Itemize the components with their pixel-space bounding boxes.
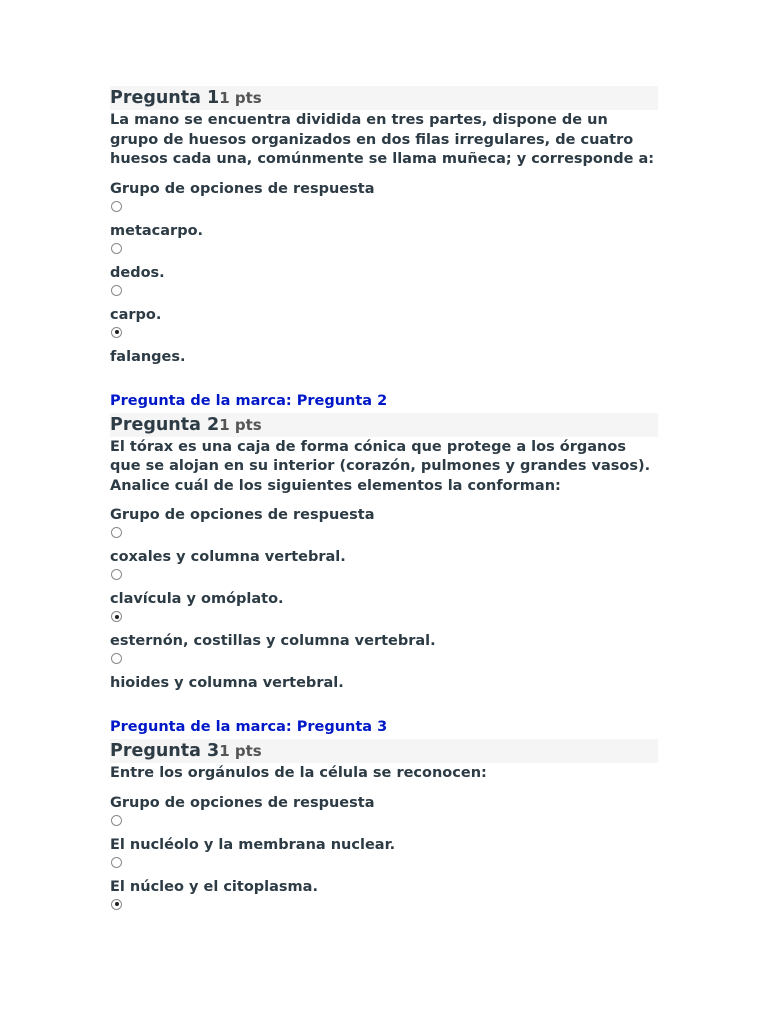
question-2 xyxy=(110,392,658,693)
answer-label[interactable]: falanges. xyxy=(110,348,186,365)
radio-button-selected[interactable] xyxy=(111,327,122,338)
question-header xyxy=(110,739,658,763)
radio-button[interactable] xyxy=(111,815,122,826)
answer-list xyxy=(110,201,658,366)
radio-button[interactable] xyxy=(111,857,122,868)
flag-question-link[interactable]: Pregunta de la marca: Pregunta 3 xyxy=(110,719,388,735)
question-title: Pregunta 1 xyxy=(110,88,220,108)
question-1 xyxy=(110,86,658,366)
answer-group-label: Grupo de opciones de respuesta xyxy=(110,507,375,523)
question-text: El tórax es una caja de forma cónica que protege a los órganos que se alojan en su interior (corazón, pulmones y grandes vasos). Analice cuál de los siguientes elementos la conforman: xyxy=(110,438,651,494)
answer-option[interactable] xyxy=(110,653,658,692)
answer-option[interactable] xyxy=(110,857,658,896)
answer-label[interactable]: El núcleo y el citoplasma. xyxy=(110,878,318,895)
answer-option[interactable] xyxy=(110,201,658,240)
radio-button[interactable] xyxy=(111,527,122,538)
answer-option[interactable] xyxy=(110,815,658,854)
flag-question-link[interactable]: Pregunta de la marca: Pregunta 2 xyxy=(110,392,388,409)
question-3 xyxy=(110,718,658,910)
radio-button-selected[interactable] xyxy=(111,899,122,910)
answer-group-label: Grupo de opciones de respuesta xyxy=(110,794,375,811)
answer-option[interactable] xyxy=(110,327,658,366)
answer-label[interactable]: hioides y columna vertebral. xyxy=(110,675,344,691)
answer-label[interactable]: esternón, costillas y columna vertebral. xyxy=(110,633,436,649)
answer-list xyxy=(110,527,658,692)
question-title: Pregunta 2 xyxy=(110,414,220,435)
question-text: La mano se encuentra dividida en tres partes, dispone de un grupo de huesos organizados en dos filas irregulares, de cuatro huesos cada una, comúnmente se llama muñeca; y corresponde a: xyxy=(110,112,655,167)
answer-option[interactable] xyxy=(110,611,658,650)
radio-button[interactable] xyxy=(111,201,122,212)
radio-button[interactable] xyxy=(111,569,122,580)
radio-button[interactable] xyxy=(111,285,122,296)
answer-label[interactable]: clavícula y omóplato. xyxy=(110,591,284,607)
answer-option[interactable] xyxy=(110,899,658,910)
answer-group-label: Grupo de opciones de respuesta xyxy=(110,180,375,197)
answer-list xyxy=(110,815,658,910)
answer-label[interactable]: coxales y columna vertebral. xyxy=(110,549,346,565)
radio-button-selected[interactable] xyxy=(111,611,122,622)
quiz-container xyxy=(110,86,658,936)
answer-option[interactable] xyxy=(110,569,658,608)
question-points: 1 pts xyxy=(219,415,262,434)
answer-label[interactable]: El nucléolo y la membrana nuclear. xyxy=(110,836,396,853)
answer-label[interactable]: carpo. xyxy=(110,306,162,323)
question-points: 1 pts xyxy=(219,89,262,107)
answer-option[interactable] xyxy=(110,527,658,566)
answer-label[interactable]: metacarpo. xyxy=(110,222,204,239)
question-header xyxy=(110,86,658,110)
question-header xyxy=(110,413,658,437)
radio-button[interactable] xyxy=(111,653,122,664)
answer-option[interactable] xyxy=(110,243,658,282)
question-title: Pregunta 3 xyxy=(110,741,220,761)
answer-label[interactable]: dedos. xyxy=(110,264,165,281)
answer-option[interactable] xyxy=(110,285,658,324)
question-text: Entre los orgánulos de la célula se reconocen: xyxy=(110,765,487,781)
question-points: 1 pts xyxy=(219,742,262,760)
radio-button[interactable] xyxy=(111,243,122,254)
